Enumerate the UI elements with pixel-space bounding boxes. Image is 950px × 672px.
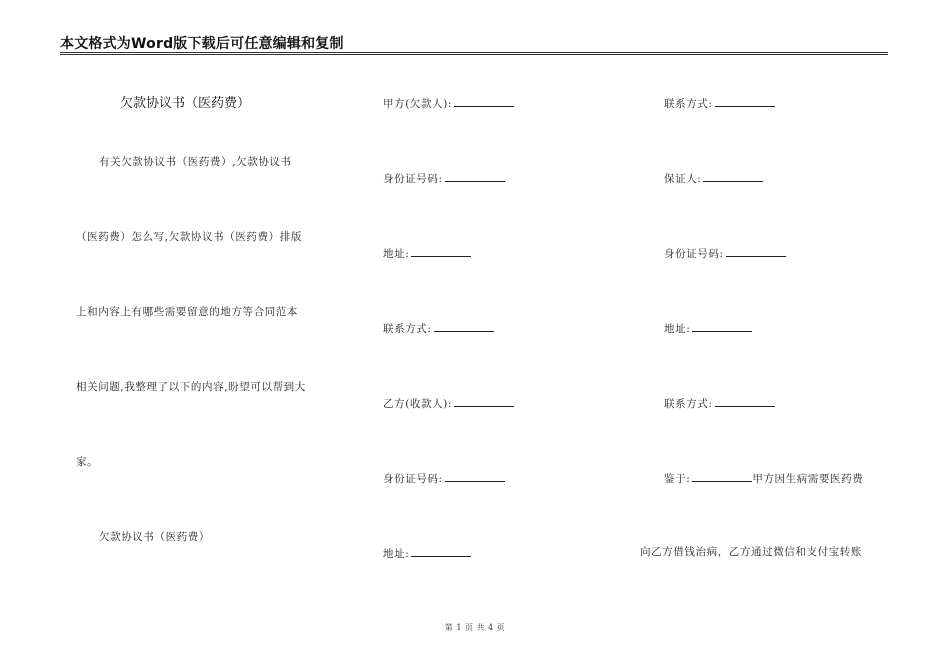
fill-blank — [726, 244, 786, 257]
intro-line: 相关问题,我整理了以下的内容,盼望可以帮到大 — [76, 381, 306, 393]
intro-line: 有关欠款协议书（医药费）,欠款协议书 — [99, 156, 292, 168]
field-label: 地址: — [664, 323, 691, 335]
whereas-label: 鉴于: — [664, 473, 691, 485]
field-contact-b — [664, 94, 775, 111]
page-number-footer: 第 1 页 共 4 页 — [444, 623, 506, 632]
header-rule-bottom — [60, 54, 888, 55]
fill-blank — [692, 469, 752, 482]
intro-line: （医药费）怎么写,欠款协议书（医药费）排版 — [76, 231, 302, 243]
field-id-number-guarantor — [664, 244, 786, 261]
fill-blank — [434, 319, 494, 332]
document-header-title: 本文格式为Word版下载后可任意编辑和复制 — [60, 36, 344, 52]
field-label: 身份证号码: — [383, 173, 443, 185]
field-contact-guarantor — [664, 394, 775, 411]
field-label: 乙方(收款人): — [383, 398, 453, 410]
document-subtitle: 欠款协议书（医药费） — [99, 531, 210, 543]
field-address-guarantor — [664, 319, 752, 336]
whereas-clause — [664, 469, 863, 486]
field-label: 身份证号码: — [664, 248, 724, 260]
field-label: 地址: — [383, 548, 410, 560]
field-label: 保证人: — [664, 173, 702, 185]
clause-text: 向乙方借钱治病，乙方通过微信和支付宝转账 — [640, 546, 862, 558]
field-id-number-a — [383, 169, 505, 186]
fill-blank — [715, 394, 775, 407]
fill-blank — [703, 169, 763, 182]
fill-blank — [715, 94, 775, 107]
document-title: 欠款协议书（医药费） — [120, 96, 251, 111]
field-address-a — [383, 244, 471, 261]
field-label: 地址: — [383, 248, 410, 260]
fill-blank — [445, 169, 505, 182]
field-label: 甲方(欠款人): — [383, 98, 453, 110]
whereas-text: 甲方因生病需要医药费 — [752, 473, 864, 485]
field-party-b — [383, 394, 514, 411]
field-id-number-b — [383, 469, 505, 486]
fill-blank — [445, 469, 505, 482]
intro-line: 家。 — [76, 456, 99, 468]
field-label: 联系方式: — [664, 98, 713, 110]
field-party-a — [383, 94, 514, 111]
fill-blank — [454, 394, 514, 407]
intro-line: 上和内容上有哪些需要留意的地方等合同范本 — [76, 306, 298, 318]
field-address-b — [383, 544, 471, 561]
field-label: 身份证号码: — [383, 473, 443, 485]
field-label: 联系方式: — [664, 398, 713, 410]
fill-blank — [692, 319, 752, 332]
field-guarantor — [664, 169, 763, 186]
header-rule-top — [60, 52, 888, 53]
fill-blank — [411, 544, 471, 557]
fill-blank — [454, 94, 514, 107]
fill-blank — [411, 244, 471, 257]
field-contact-a — [383, 319, 494, 336]
field-label: 联系方式: — [383, 323, 432, 335]
